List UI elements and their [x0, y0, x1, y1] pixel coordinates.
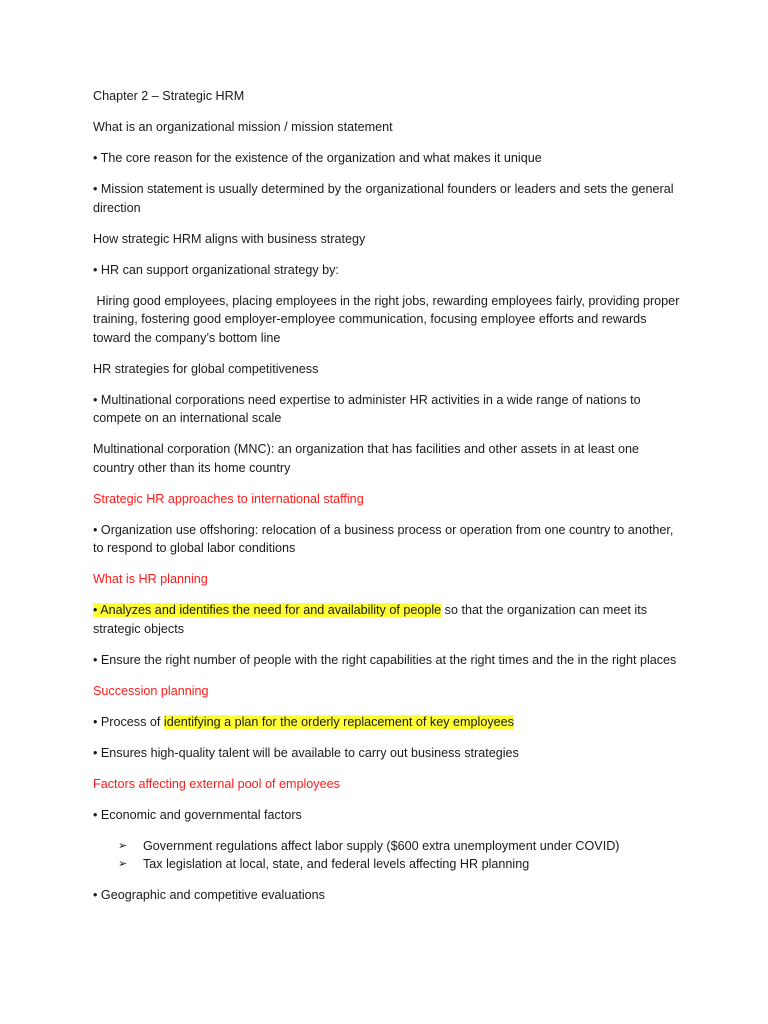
bullet-factors-1: • Economic and governmental factors	[93, 807, 302, 822]
bullet-global-1: • Multinational corporations need expertise to administer HR activities in a wide range of nations to compete on an international scale	[93, 392, 641, 425]
heading-planning: What is HR planning	[93, 572, 208, 586]
sub-item-text: Tax legislation at local, state, and federal levels affecting HR planning	[143, 857, 530, 871]
bullet-mission-1: • The core reason for the existence of the organization and what makes it unique	[93, 151, 542, 165]
highlight-succession: identifying a plan for the orderly replacement of key employees	[163, 714, 514, 729]
bullet-succession-1-pre: • Process of	[93, 714, 164, 729]
highlight-planning: • Analyzes and identifies the need for and availability of people	[93, 603, 442, 617]
heading-mission: What is an organizational mission / mission statement	[93, 120, 393, 134]
align-detail: Hiring good employees, placing employees in the right jobs, rewarding employees fairly, providing proper training, fostering good employer-employee communication, focusing employee efforts and rewards toward the company’s bottom line	[93, 293, 683, 345]
arrow-bullet-icon: ➢	[118, 858, 128, 870]
bullet-staffing-1: • Organization use offshoring: relocation of a business process or operation from one country to another, to respond to global labor conditions	[93, 522, 674, 555]
heading-factors: Factors affecting external pool of employees	[93, 776, 340, 791]
list-item	[93, 837, 683, 856]
document-page	[93, 87, 683, 917]
bullet-mission-2: • Mission statement is usually determined by the organizational founders or leaders and sets the general direction	[93, 182, 674, 215]
sub-item-text: Government regulations affect labor supply ($600 extra unemployment under COVID)	[143, 838, 620, 853]
arrow-bullet-icon: ➢	[118, 839, 128, 852]
factors-sublist	[93, 837, 683, 874]
bullet-planning-1	[93, 601, 683, 638]
bullet-planning-2: • Ensure the right number of people with the right capabilities at the right times and the in the right places	[93, 652, 677, 667]
heading-global: HR strategies for global competitiveness	[93, 361, 319, 376]
mnc-definition: Multinational corporation (MNC): an organization that has facilities and other assets in at least one country other than its home country	[93, 442, 640, 475]
heading-succession: Succession planning	[93, 683, 209, 698]
heading-staffing: Strategic HR approaches to international staffing	[93, 491, 364, 506]
bullet-factors-2: • Geographic and competitive evaluations	[93, 888, 325, 902]
heading-align: How strategic HRM aligns with business strategy	[93, 231, 366, 246]
list-item	[93, 855, 683, 874]
document-title: Chapter 2 – Strategic HRM	[93, 89, 245, 103]
bullet-planning-1-rest: so that the organization can meet its strategic objects	[93, 603, 648, 636]
bullet-align-1: • HR can support organizational strategy by:	[93, 262, 339, 277]
bullet-succession-1	[93, 713, 683, 732]
bullet-succession-2: • Ensures high-quality talent will be available to carry out business strategies	[93, 745, 519, 760]
